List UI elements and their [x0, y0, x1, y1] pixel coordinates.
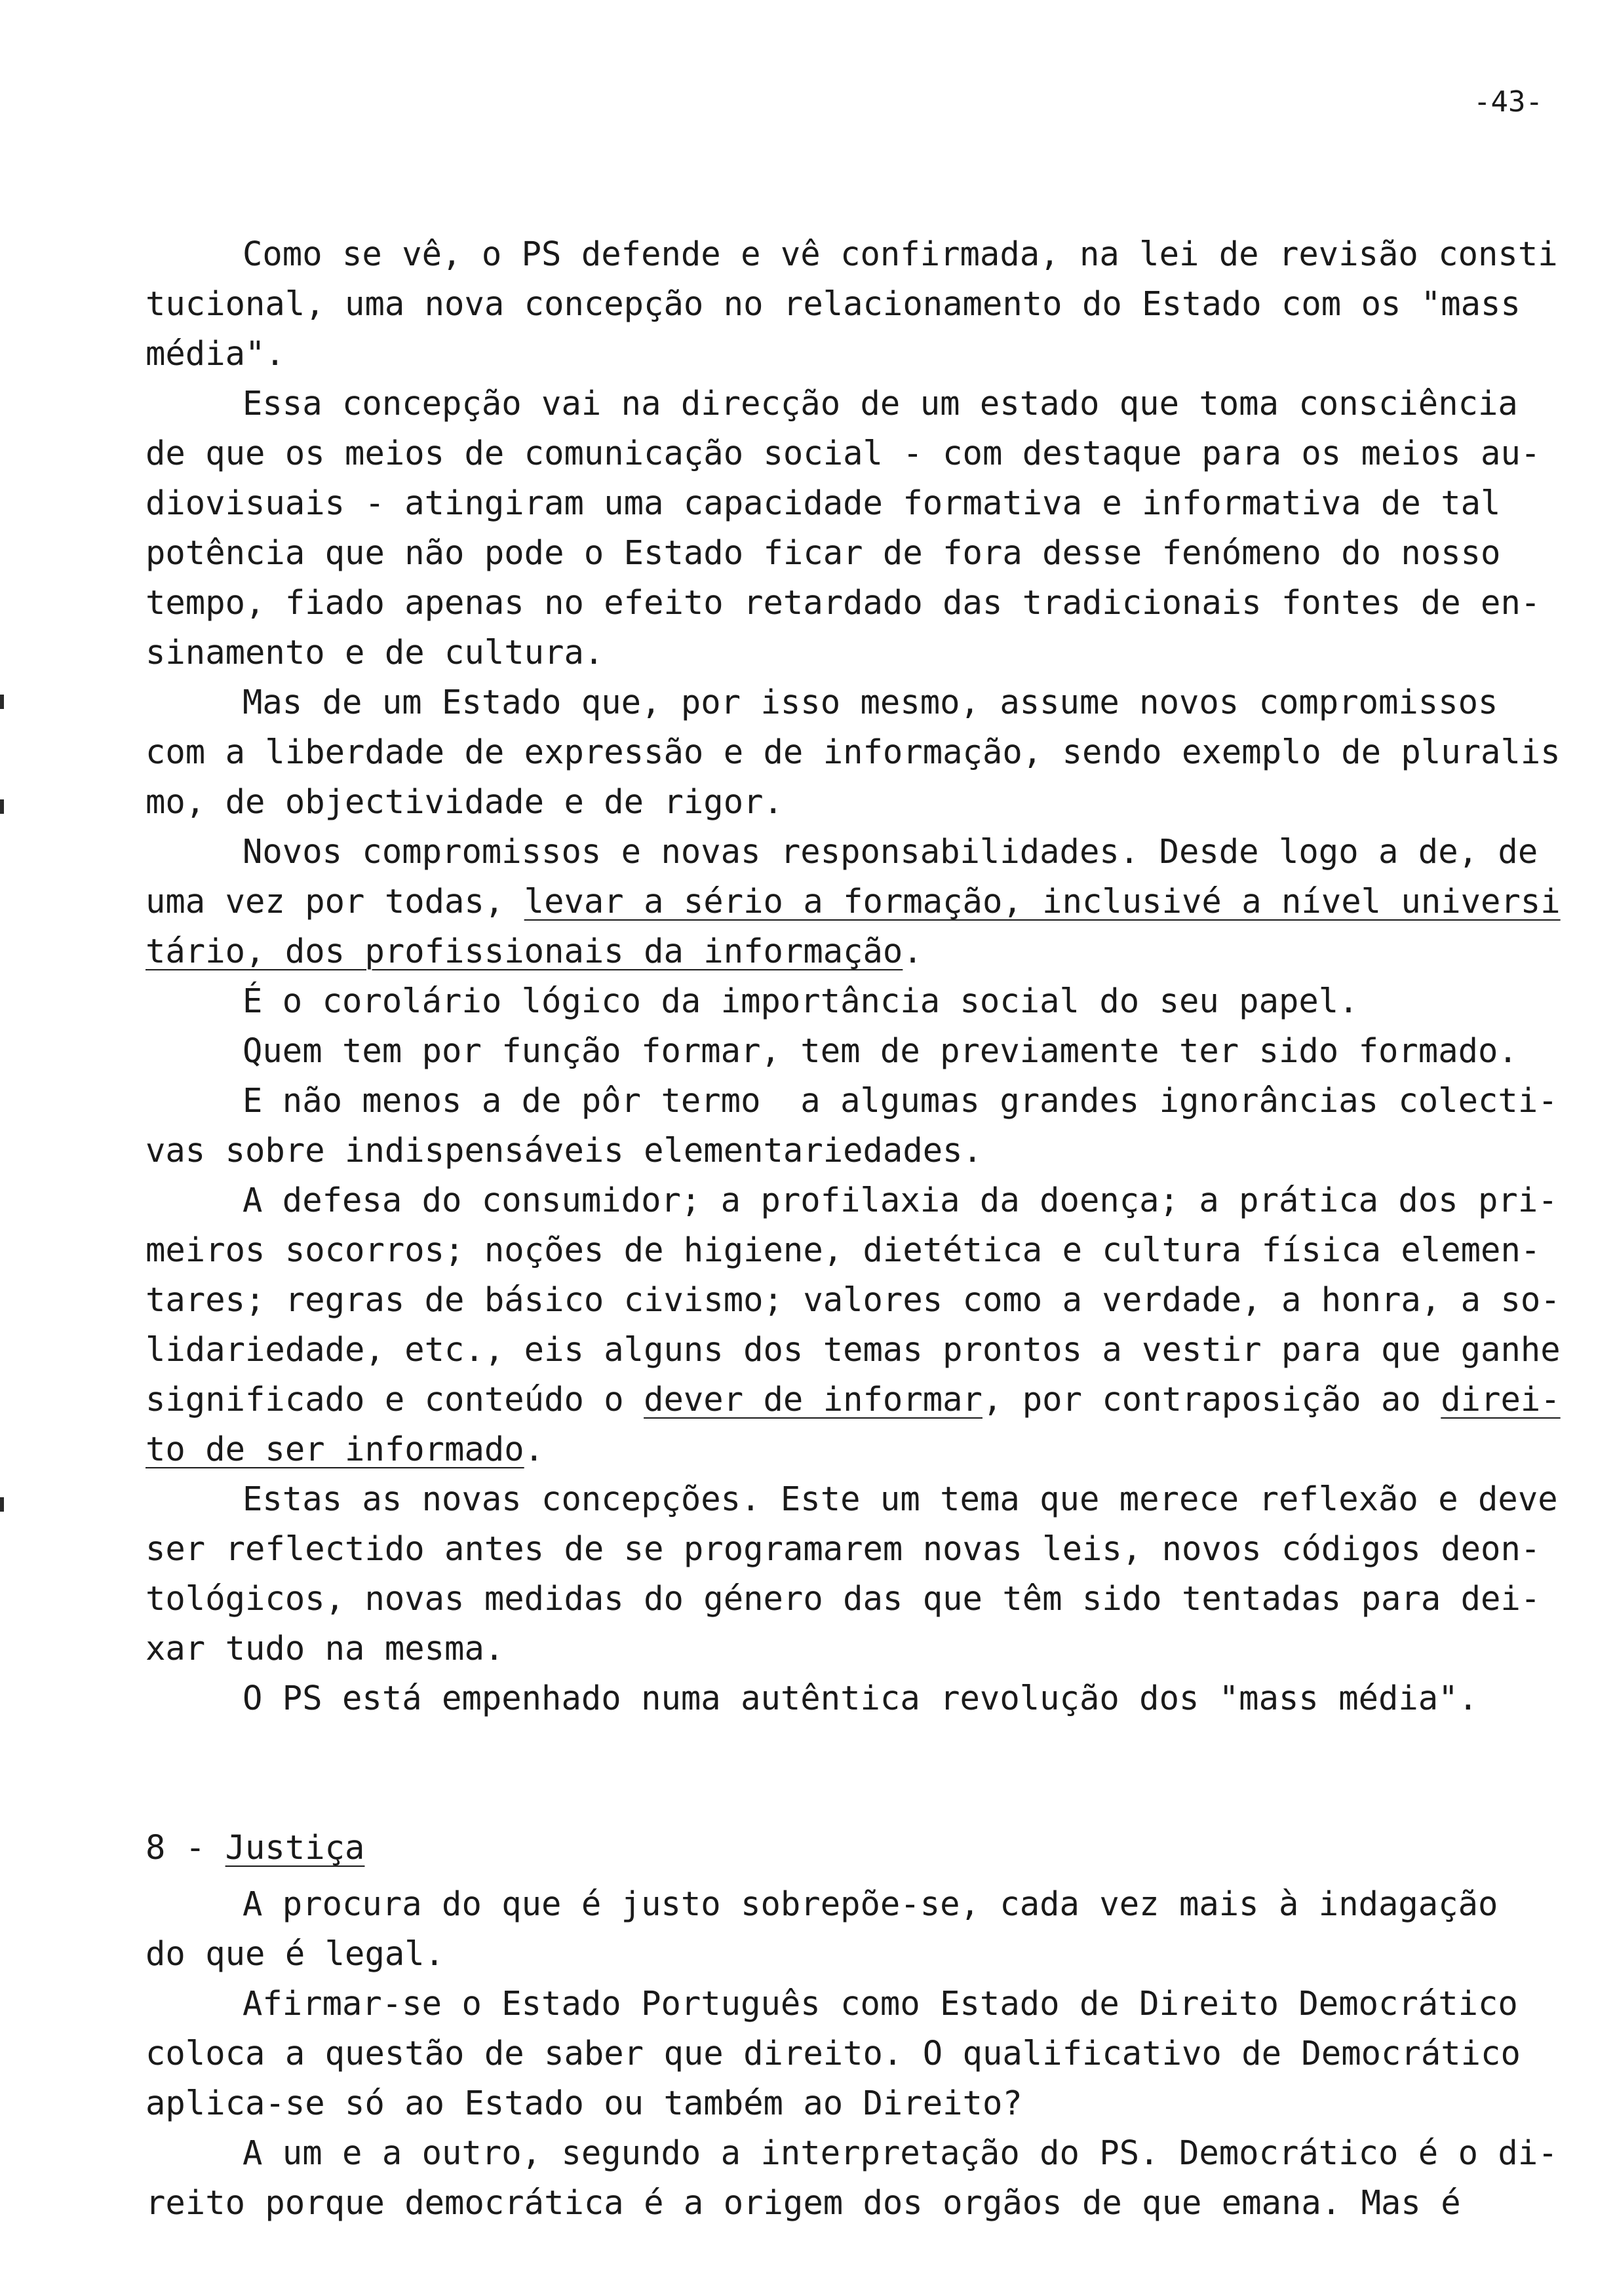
paragraph-line — [146, 1425, 1574, 1474]
binding-hole-mark — [0, 695, 4, 709]
underlined-text: levar a sério a formação, inclusivé a nível universi — [524, 882, 1561, 921]
paragraph-line: meiros socorros; noções de higiene, dietética e cultura física elemen- — [146, 1231, 1541, 1269]
underlined-text: dever de informar — [644, 1380, 983, 1419]
section-title: Justiça — [225, 1828, 365, 1867]
paragraph-line: tucional, uma nova concepção no relacionamento do Estado com os "mass — [146, 284, 1521, 323]
section-heading — [146, 1823, 1574, 1873]
paragraph-line: diovisuais - atingiram uma capacidade formativa e informativa de tal — [146, 484, 1501, 522]
binding-hole-mark — [0, 799, 4, 814]
paragraph-line: ser reflectido antes de se programarem novas leis, novos códigos deon- — [146, 1529, 1541, 1568]
paragraph-line: A procura do que é justo sobrepõe-se, cada vez mais à indagação — [243, 1885, 1498, 1923]
line-text: significado e conteúdo o — [146, 1380, 644, 1419]
paragraph-line: do que é legal. — [146, 1934, 445, 1973]
spacer — [146, 1873, 1574, 1879]
page-number: -43- — [1473, 85, 1543, 119]
binding-hole-mark — [0, 1497, 4, 1512]
paragraph-line: A um e a outro, segundo a interpretação do PS. Democrático é o di- — [243, 2133, 1558, 2172]
line-text: . — [524, 1430, 545, 1468]
paragraph-line: Afirmar-se o Estado Português como Estado de Direito Democrático — [243, 1984, 1518, 2023]
paragraph-line: Novos compromissos e novas responsabilidades. Desde logo a de, de — [243, 832, 1538, 871]
paragraph-line: xar tudo na mesma. — [146, 1629, 505, 1668]
paragraph-line: com a liberdade de expressão e de informação, sendo exemplo de pluralis — [146, 733, 1561, 771]
paragraph-line: de que os meios de comunicação social - com destaque para os meios au- — [146, 434, 1541, 472]
paragraph-line: tempo, fiado apenas no efeito retardado das tradicionais fontes de en- — [146, 583, 1541, 622]
paragraph-line: sinamento e de cultura. — [146, 633, 604, 672]
line-text: uma vez por todas, — [146, 882, 524, 921]
underlined-text: direi- — [1441, 1380, 1561, 1419]
paragraph-line — [146, 877, 1574, 927]
paragraph-line: tares; regras de básico civismo; valores como a verdade, a honra, a so- — [146, 1280, 1561, 1319]
underlined-text: to de ser informado — [146, 1430, 524, 1468]
paragraph-line — [146, 1375, 1574, 1425]
paragraph-line: vas sobre indispensáveis elementariedades. — [146, 1131, 983, 1170]
paragraph-line: E não menos a de pôr termo a algumas grandes ignorâncias colecti- — [243, 1081, 1558, 1120]
line-text: , por contraposição ao — [982, 1380, 1441, 1419]
paragraph-line: coloca a questão de saber que direito. O qualificativo de Democrático — [146, 2034, 1521, 2073]
paragraph-line — [146, 927, 1574, 976]
paragraph-line: aplica-se só ao Estado ou também ao Direito? — [146, 2084, 1022, 2122]
section-number: 8 - — [146, 1828, 225, 1867]
paragraph-line: Quem tem por função formar, tem de previamente ter sido formado. — [243, 1031, 1518, 1070]
paragraph-line: lidariedade, etc., eis alguns dos temas prontos a vestir para que ganhe — [146, 1330, 1561, 1369]
paragraph-line: Estas as novas concepções. Este um tema que merece reflexão e deve — [243, 1480, 1558, 1518]
document-body — [146, 229, 1574, 2228]
paragraph-line: Mas de um Estado que, por isso mesmo, assume novos compromissos — [243, 683, 1498, 721]
paragraph-line: Como se vê, o PS defende e vê confirmada, na lei de revisão consti — [243, 235, 1558, 273]
line-text: . — [903, 932, 923, 970]
paragraph-line: potência que não pode o Estado ficar de fora desse fenómeno do nosso — [146, 533, 1501, 572]
paragraph-line: média". — [146, 334, 285, 373]
paragraph-line: Essa concepção vai na direcção de um estado que toma consciência — [243, 384, 1518, 423]
paragraph-line: A defesa do consumidor; a profilaxia da doença; a prática dos pri- — [243, 1181, 1558, 1219]
paragraph-line: tológicos, novas medidas do género das que têm sido tentadas para dei- — [146, 1579, 1541, 1618]
underlined-text: tário, dos profissionais da informação — [146, 932, 903, 970]
paragraph-line: É o corolário lógico da importância social do seu papel. — [243, 982, 1359, 1020]
spacer — [146, 1723, 1574, 1823]
paragraph-line: mo, de objectividade e de rigor. — [146, 782, 783, 821]
paragraph-line: reito porque democrática é a origem dos orgãos de que emana. Mas é — [146, 2183, 1461, 2222]
paragraph-line: O PS está empenhado numa autêntica revolução dos "mass média". — [243, 1679, 1479, 1717]
